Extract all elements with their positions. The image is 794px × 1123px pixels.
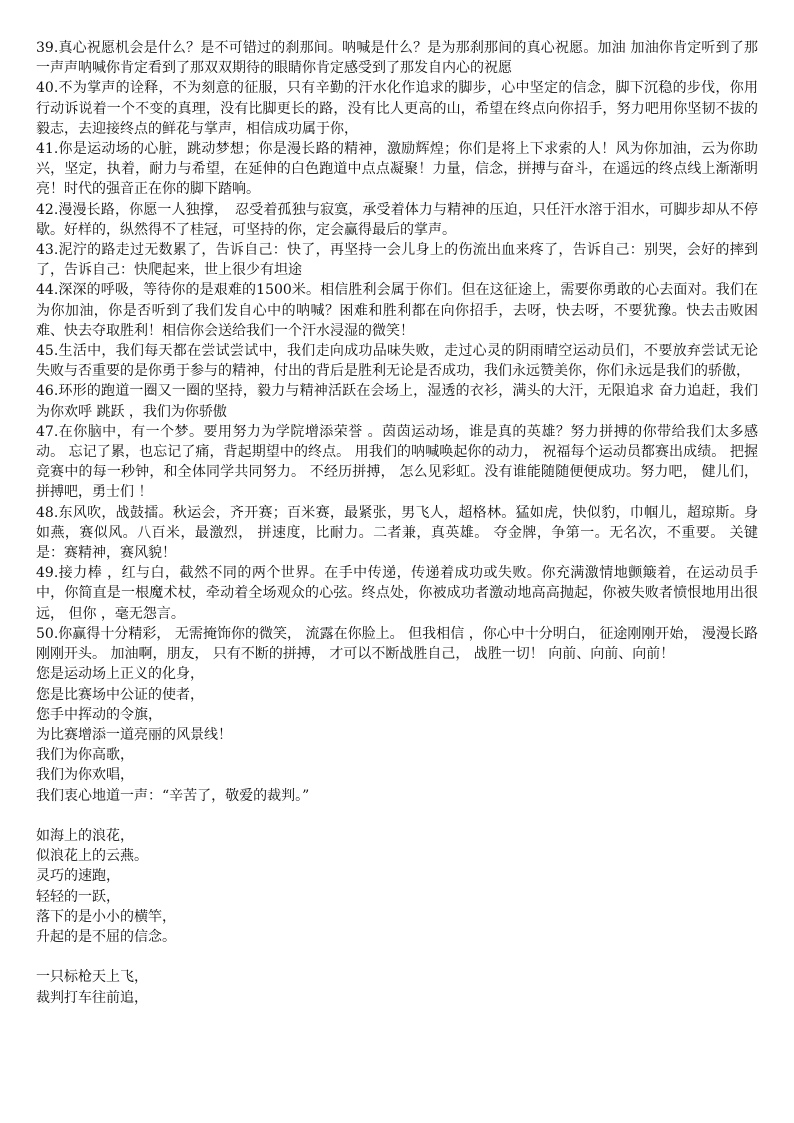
paragraph-47: 47.在你脑中，有一个梦。要用努力为学院增添荣誉 。茵茵运动场，谁是真的英雄？努力拼搏的你带给我们太多感动。 忘记了累，也忘记了痛，背起期望中的终点。 用我们的呐喊唤起你的动力， 祝福每个运动员都赛出成绩。 把握竞赛中的每一秒钟，和全体同学共同努力。 不经历拼搏， 怎么见彩虹。没有谁能随随便便成功。努力吧， 健儿们，拼搏吧，勇士们 ！ <box>36 423 758 501</box>
poem-block <box>36 664 758 1007</box>
paragraph-49: 49.接力棒 ，红与白，截然不同的两个世界。在手中传递，传递着成功或失败。你充满激情地颤簸着，在运动员手中，你简直是一根魔术杖，牵动着全场观众的心弦。终点处，你被成功者激动地高高抛起，你被失败者愤恨地用出很远， 但你 ，毫无怨言。 <box>36 565 758 622</box>
paragraph-43: 43.泥泞的路走过无数累了，告诉自己：快了，再坚持一会儿身上的伤流出血来疼了，告诉自己：别哭，会好的摔到了，告诉自己：快爬起来，世上很少有坦途 <box>36 242 758 279</box>
poem-line: 裁判打车往前追， <box>36 989 148 1006</box>
paragraph-50: 50.你赢得十分精彩， 无需掩饰你的微笑， 流露在你脸上。 但我相信 ，你心中十分明白， 征途刚刚开始， 漫漫长路刚刚开头。 加油啊，朋友， 只有不断的拼搏， 才可以不断战胜自己， 战胜一切！ 向前、向前、向前！ <box>36 625 758 663</box>
poem-line: 升起的是不屈的信念。 <box>36 928 176 945</box>
blank-line <box>36 806 758 826</box>
poem-line: 灵巧的速跑， <box>36 868 120 885</box>
paragraph-45: 45.生活中，我们每天都在尝试尝试中，我们走向成功品味失败，走过心灵的阴雨晴空运动员们，不要放弃尝试无论失败与否重要的是你勇于参与的精神，付出的背后是胜利无论是否成功，我们永远赞美你，你们永远是我们的骄傲， <box>36 343 758 380</box>
blank-line <box>36 947 758 967</box>
poem-line: 轻轻的一跃， <box>36 888 120 905</box>
poem-line: 您手中挥动的令旗， <box>36 706 162 723</box>
poem-line: 似浪花上的云燕。 <box>36 848 148 865</box>
poem-line: 如海上的浪花， <box>36 827 134 844</box>
poem-line: 我们衷心地道一声：“辛苦了，敬爱的裁判。” <box>36 787 310 804</box>
paragraph-44: 44.深深的呼吸，等待你的是艰难的1500米。相信胜利会属于你们。但在这征途上，需要你勇敢的心去面对。我们在为你加油，你是否听到了我们发自心中的呐喊？困难和胜利都在向你招手，去呀，快去呀，不要犹豫。快去击败困难、快去夺取胜利！相信你会送给我们一个汗水浸湿的微笑！ <box>36 282 758 339</box>
paragraph-40: 40.不为掌声的诠释，不为刻意的征服，只有辛勤的汗水化作追求的脚步，心中坚定的信念，脚下沉稳的步伐，你用行动诉说着一个不变的真理，没有比脚更长的路，没有比人更高的山，希望在终点向你招手，努力吧用你坚韧不拔的毅志，去迎接终点的鲜花与掌声，相信成功属于你， <box>36 80 758 137</box>
paragraph-41: 41.你是运动场的心脏，跳动梦想；你是漫长路的精神，激励辉煌；你们是将上下求索的人！风为你加油，云为你助兴，坚定，执着，耐力与希望，在延伸的白色跑道中点点凝聚！力量，信念，拼搏与奋斗，在遥远的终点线上渐渐明亮！时代的强音正在你的脚下踏响。 <box>36 141 758 198</box>
poem-line: 您是运动场上正义的化身， <box>36 666 204 683</box>
paragraph-42: 42.漫漫长路，你愿一人独撑， 忍受着孤独与寂寞，承受着体力与精神的压迫，只任汗水溶于泪水，可脚步却从不停歇。好样的，纵然得不了桂冠，可坚持的你，定会赢得最后的掌声。 <box>36 201 758 238</box>
paragraph-39: 39.真心祝愿机会是什么？是不可错过的刹那间。呐喊是什么？是为那刹那间的真心祝愿。加油 加油你肯定听到了那一声声呐喊你肯定看到了那双双期待的眼睛你肯定感受到了那发自内心的祝愿 <box>36 40 758 77</box>
paragraph-48: 48.东风吹，战鼓擂。秋运会，齐开赛；百米赛，最紧张，男飞人，超格林。猛如虎，快似豹，巾帼儿，超琼斯。身如燕，赛似风。八百米，最激烈， 拼速度，比耐力。二者兼，真英雄。 夺金牌，争第一。无名次，不重要。 关键是：赛精神，赛风貌！ <box>36 504 758 562</box>
poem-line: 我们为你高歌， <box>36 747 134 764</box>
poem-line: 为比赛增添一道亮丽的风景线！ <box>36 726 232 743</box>
poem-line: 我们为你欢唱， <box>36 767 134 784</box>
poem-line: 您是比赛场中公证的使者， <box>36 686 204 703</box>
poem-line: 一只标枪天上飞， <box>36 969 148 986</box>
paragraph-46: 46.环形的跑道一圈又一圈的坚持，毅力与精神活跃在会场上，湿透的衣衫，满头的大汗，无限追求 奋力追赶，我们为你欢呼 跳跃 ，我们为你骄傲 <box>36 383 758 420</box>
poem-line: 落下的是小小的横竿， <box>36 908 176 925</box>
document-page <box>36 38 758 1008</box>
